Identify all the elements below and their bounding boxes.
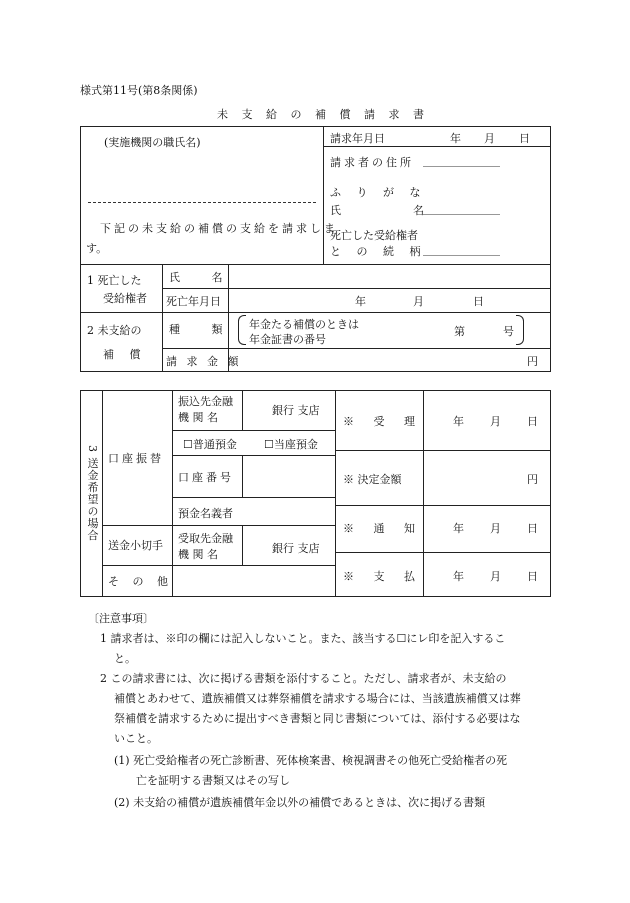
recv-bank-label-line1: 受取先金融 (178, 532, 233, 545)
payment-year: 年 (453, 570, 464, 583)
remittance-section-label: 3 送金希望の場合 (86, 445, 99, 542)
death-date-label: 死亡年月日 (166, 295, 221, 308)
ordinary-deposit-checkbox[interactable]: ☐普通預金 (183, 438, 237, 451)
office-payment-label: ※ 支 払 (343, 570, 423, 583)
bank-branch: 銀行 支店 (272, 404, 320, 417)
deceased-section-label-line1: 1 死亡した (87, 274, 142, 287)
pension-text-line1: 年金たる補償のときは (249, 318, 359, 331)
name-label-b: 名 (413, 204, 424, 217)
address-underline[interactable]: ______________ (423, 154, 500, 167)
date-day: 日 (519, 132, 530, 145)
type-label: 種 類 (169, 323, 237, 336)
request-text-line2: す。 (86, 242, 108, 255)
unpaid-section-label-line2: 補 償 (103, 348, 147, 361)
bank-label-line1: 振込先金融 (178, 395, 233, 408)
deceased-section-label-line2: 受給権者 (103, 292, 147, 305)
notice-day: 日 (527, 522, 538, 535)
request-text-line1: 下記の未支給の補償の支給を請求しま (100, 222, 338, 235)
office-receipt-label: ※ 受 理 (343, 415, 423, 428)
page-title: 未 支 給 の 補 償 請 求 書 (217, 108, 429, 121)
decided-amount-yen: 円 (527, 473, 538, 486)
relation-label-line1: 死亡した受給権者 (330, 229, 418, 242)
amount-label: 請 求 金 額 (166, 355, 242, 368)
account-holder-label: 預金名義者 (178, 507, 233, 520)
org-label: (実施機関の職氏名) (104, 136, 201, 149)
account-transfer-label: 口座振替 (108, 452, 164, 465)
number-prefix: 第 (454, 325, 465, 338)
account-number-label: 口座番号 (178, 471, 234, 484)
deceased-name-label: 氏 名 (169, 271, 237, 284)
subnote-1-cont: 亡を証明する書類又はその写し (136, 774, 290, 787)
furigana-label: ふ り が な (330, 186, 427, 199)
pension-text-line2: 年金証書の番号 (249, 333, 326, 346)
date-year: 年 (450, 132, 461, 145)
notes-heading: 〔注意事項〕 (88, 612, 154, 625)
payment-month: 月 (490, 570, 501, 583)
relation-underline[interactable]: ______________ (423, 243, 500, 256)
form-id: 様式第11号(第8条関係) (80, 84, 198, 97)
death-date-day: 日 (473, 295, 484, 308)
notice-year: 年 (453, 522, 464, 535)
relation-label-line2: と の 続 柄 (330, 245, 427, 258)
checking-deposit-checkbox[interactable]: ☐当座預金 (264, 438, 318, 451)
death-date-month: 月 (413, 295, 424, 308)
office-notice-label: ※ 通 知 (343, 522, 423, 535)
unpaid-section-label-line1: 2 未支給の (87, 324, 142, 337)
org-signature-line (88, 202, 316, 203)
payment-day: 日 (527, 570, 538, 583)
address-label: 請求者の住所 (330, 156, 414, 169)
receipt-month: 月 (490, 415, 501, 428)
left-bracket (238, 315, 246, 345)
note-2-cont1: 補償とあわせて、遺族補償又は葬祭補償を請求する場合には、当該遺族補償又は葬 (114, 692, 521, 705)
bank-label-line2: 機 関 名 (178, 411, 218, 424)
subnote-2: (2) 未支給の補償が遺族補償年金以外の補償であるときは、次に掲げる書類 (114, 796, 486, 809)
number-suffix: 号 (503, 325, 514, 338)
subnote-1: (1) 死亡受給権者の死亡診断書、死体検案書、検視調書その他死亡受給権者の死 (114, 754, 508, 767)
recv-bank-branch: 銀行 支店 (272, 542, 320, 555)
notice-month: 月 (490, 522, 501, 535)
note-1-cont: と。 (114, 652, 136, 665)
name-underline[interactable]: ______________ (423, 202, 500, 215)
date-label: 請求年月日 (330, 132, 385, 145)
check-label: 送金小切手 (108, 539, 163, 552)
right-bracket (516, 315, 524, 345)
office-decided-amount-label: ※ 決定金額 (343, 473, 402, 486)
date-month: 月 (484, 132, 495, 145)
recv-bank-label-line2: 機 関 名 (178, 548, 218, 561)
other-label: そ の 他 (108, 575, 173, 588)
amount-yen: 円 (527, 355, 538, 368)
note-2-cont2: 祭補償を請求するために提出すべき書類と同じ書類については、添付する必要はな (114, 712, 521, 725)
receipt-day: 日 (527, 415, 538, 428)
note-2-cont3: いこと。 (114, 732, 158, 745)
death-date-year: 年 (355, 295, 366, 308)
note-1: 1 請求者は、※印の欄には記入しないこと。また、該当する☐にレ印を記入するこ (100, 632, 506, 645)
receipt-year: 年 (453, 415, 464, 428)
name-label-a: 氏 (330, 204, 341, 217)
note-2: 2 この請求書には、次に掲げる書類を添付すること。ただし、請求者が、未支給の (100, 672, 507, 685)
